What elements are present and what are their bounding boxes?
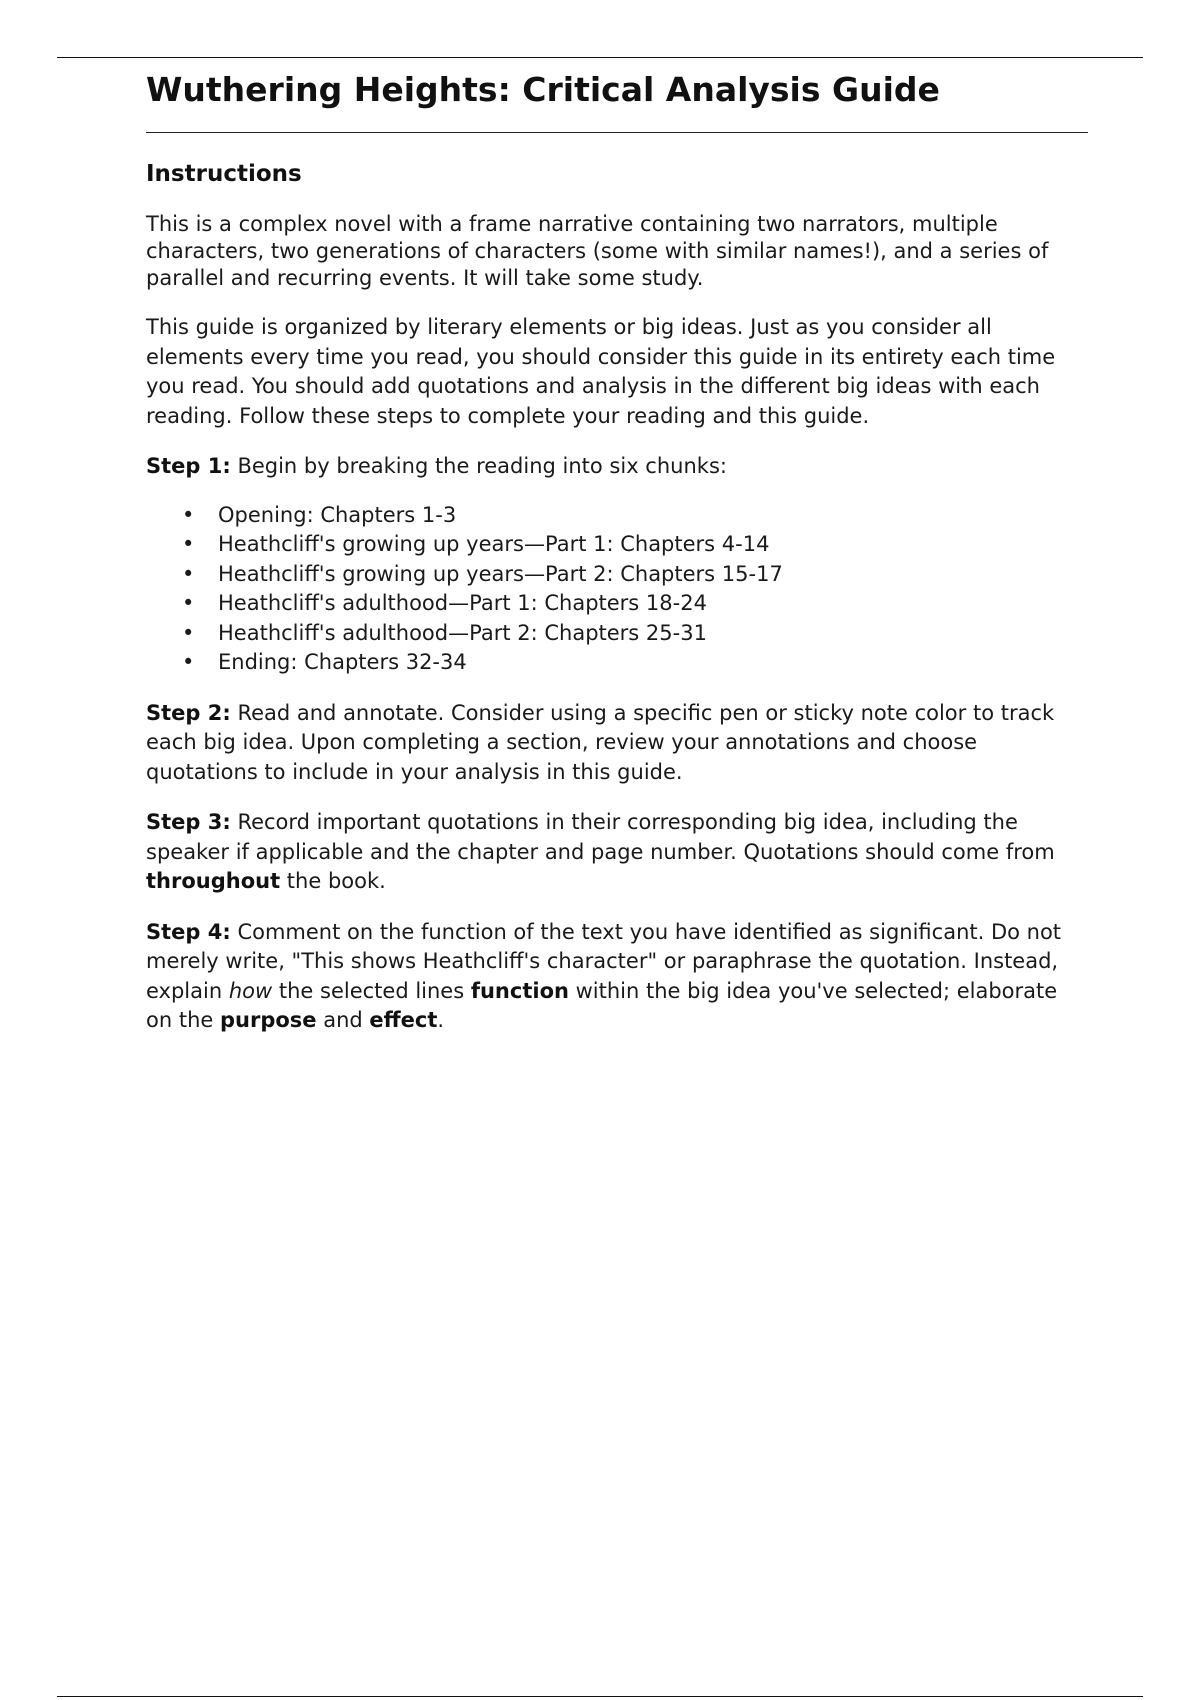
step-2-paragraph bbox=[146, 699, 1088, 788]
page-top-rule bbox=[57, 57, 1143, 58]
page-bottom-rule bbox=[57, 1696, 1143, 1697]
step-2-text: Read and annotate. Consider using a specific pen or sticky note color to track each big idea. Upon completing a section, review your annotations and choose quotations to include in your analysis in this guide. bbox=[146, 700, 1055, 784]
step-3-label: Step 3: bbox=[146, 810, 231, 834]
step-1-label: Step 1: bbox=[146, 454, 231, 478]
step-1-paragraph bbox=[146, 452, 1088, 482]
chunk-label: Heathcliff's adulthood—Part 2: Chapters 25-31 bbox=[218, 620, 707, 645]
step-4-paragraph bbox=[146, 918, 1088, 1036]
chunk-label: Opening: Chapters 1-3 bbox=[218, 502, 457, 527]
document-title: Wuthering Heights: Critical Analysis Guide bbox=[146, 70, 940, 109]
emphasis-how: how bbox=[228, 978, 273, 1003]
step-1-text: Begin by breaking the reading into six chunks: bbox=[230, 454, 727, 478]
document-body bbox=[146, 68, 1088, 1036]
emphasis-throughout: throughout bbox=[146, 869, 281, 893]
bullet-icon: • bbox=[182, 502, 195, 527]
emphasis-effect: effect bbox=[369, 1008, 438, 1032]
step-4-text: Comment on the function of the text you have identified as significant. Do not merely write, "This shows Heathcliff's character" or paraphrase the quotation. Instead, explain bbox=[146, 919, 1062, 1003]
chunk-label: Ending: Chapters 32-34 bbox=[218, 650, 467, 674]
list-item bbox=[146, 589, 1088, 619]
list-item bbox=[146, 648, 1088, 678]
reading-chunks-list bbox=[146, 501, 1088, 678]
list-item bbox=[146, 560, 1088, 590]
bullet-icon: • bbox=[182, 620, 195, 645]
step-4-text-d: and bbox=[316, 1008, 370, 1032]
step-2-label: Step 2: bbox=[146, 700, 231, 725]
step-4-text-e: . bbox=[437, 1008, 445, 1032]
instructions-heading: Instructions bbox=[146, 161, 302, 187]
chunk-label: Heathcliff's growing up years—Part 2: Chapters 15-17 bbox=[218, 561, 783, 586]
step-3-text-end: the book. bbox=[280, 869, 386, 893]
step-4-label: Step 4: bbox=[146, 919, 231, 944]
emphasis-function: function bbox=[470, 978, 569, 1003]
title-divider bbox=[146, 132, 1088, 133]
bullet-icon: • bbox=[182, 591, 195, 615]
step-3-paragraph bbox=[146, 808, 1088, 897]
chunk-label: Heathcliff's adulthood—Part 1: Chapters 18-24 bbox=[218, 591, 707, 615]
intro-paragraph: This is a complex novel with a frame narrative containing two narrators, multiple characters, two generations of characters (some with similar names!), and a series of parallel and recurring events. It will take some study. bbox=[146, 212, 1049, 290]
list-item bbox=[146, 530, 1088, 560]
bullet-icon: • bbox=[182, 650, 195, 674]
bullet-icon: • bbox=[182, 532, 195, 556]
step-4-text-b: the selected lines bbox=[272, 978, 471, 1003]
list-item bbox=[146, 619, 1088, 649]
bullet-icon: • bbox=[182, 561, 195, 586]
organization-paragraph: This guide is organized by literary elements or big ideas. Just as you consider all elements every time you read, you should consider this guide in its entirety each time you read. You should add quotations and analysis in the different big ideas with each reading. Follow these steps to complete your reading and this guide. bbox=[146, 315, 1056, 428]
chunk-label: Heathcliff's growing up years—Part 1: Chapters 4-14 bbox=[218, 532, 770, 556]
emphasis-purpose: purpose bbox=[219, 1008, 317, 1032]
step-4-text-c: within the big idea you've selected; elaborate on the bbox=[146, 978, 1058, 1032]
list-item bbox=[146, 501, 1088, 531]
step-3-text: Record important quotations in their corresponding big idea, including the speaker if applicable and the chapter and page number. Quotations should come from bbox=[146, 810, 1055, 864]
